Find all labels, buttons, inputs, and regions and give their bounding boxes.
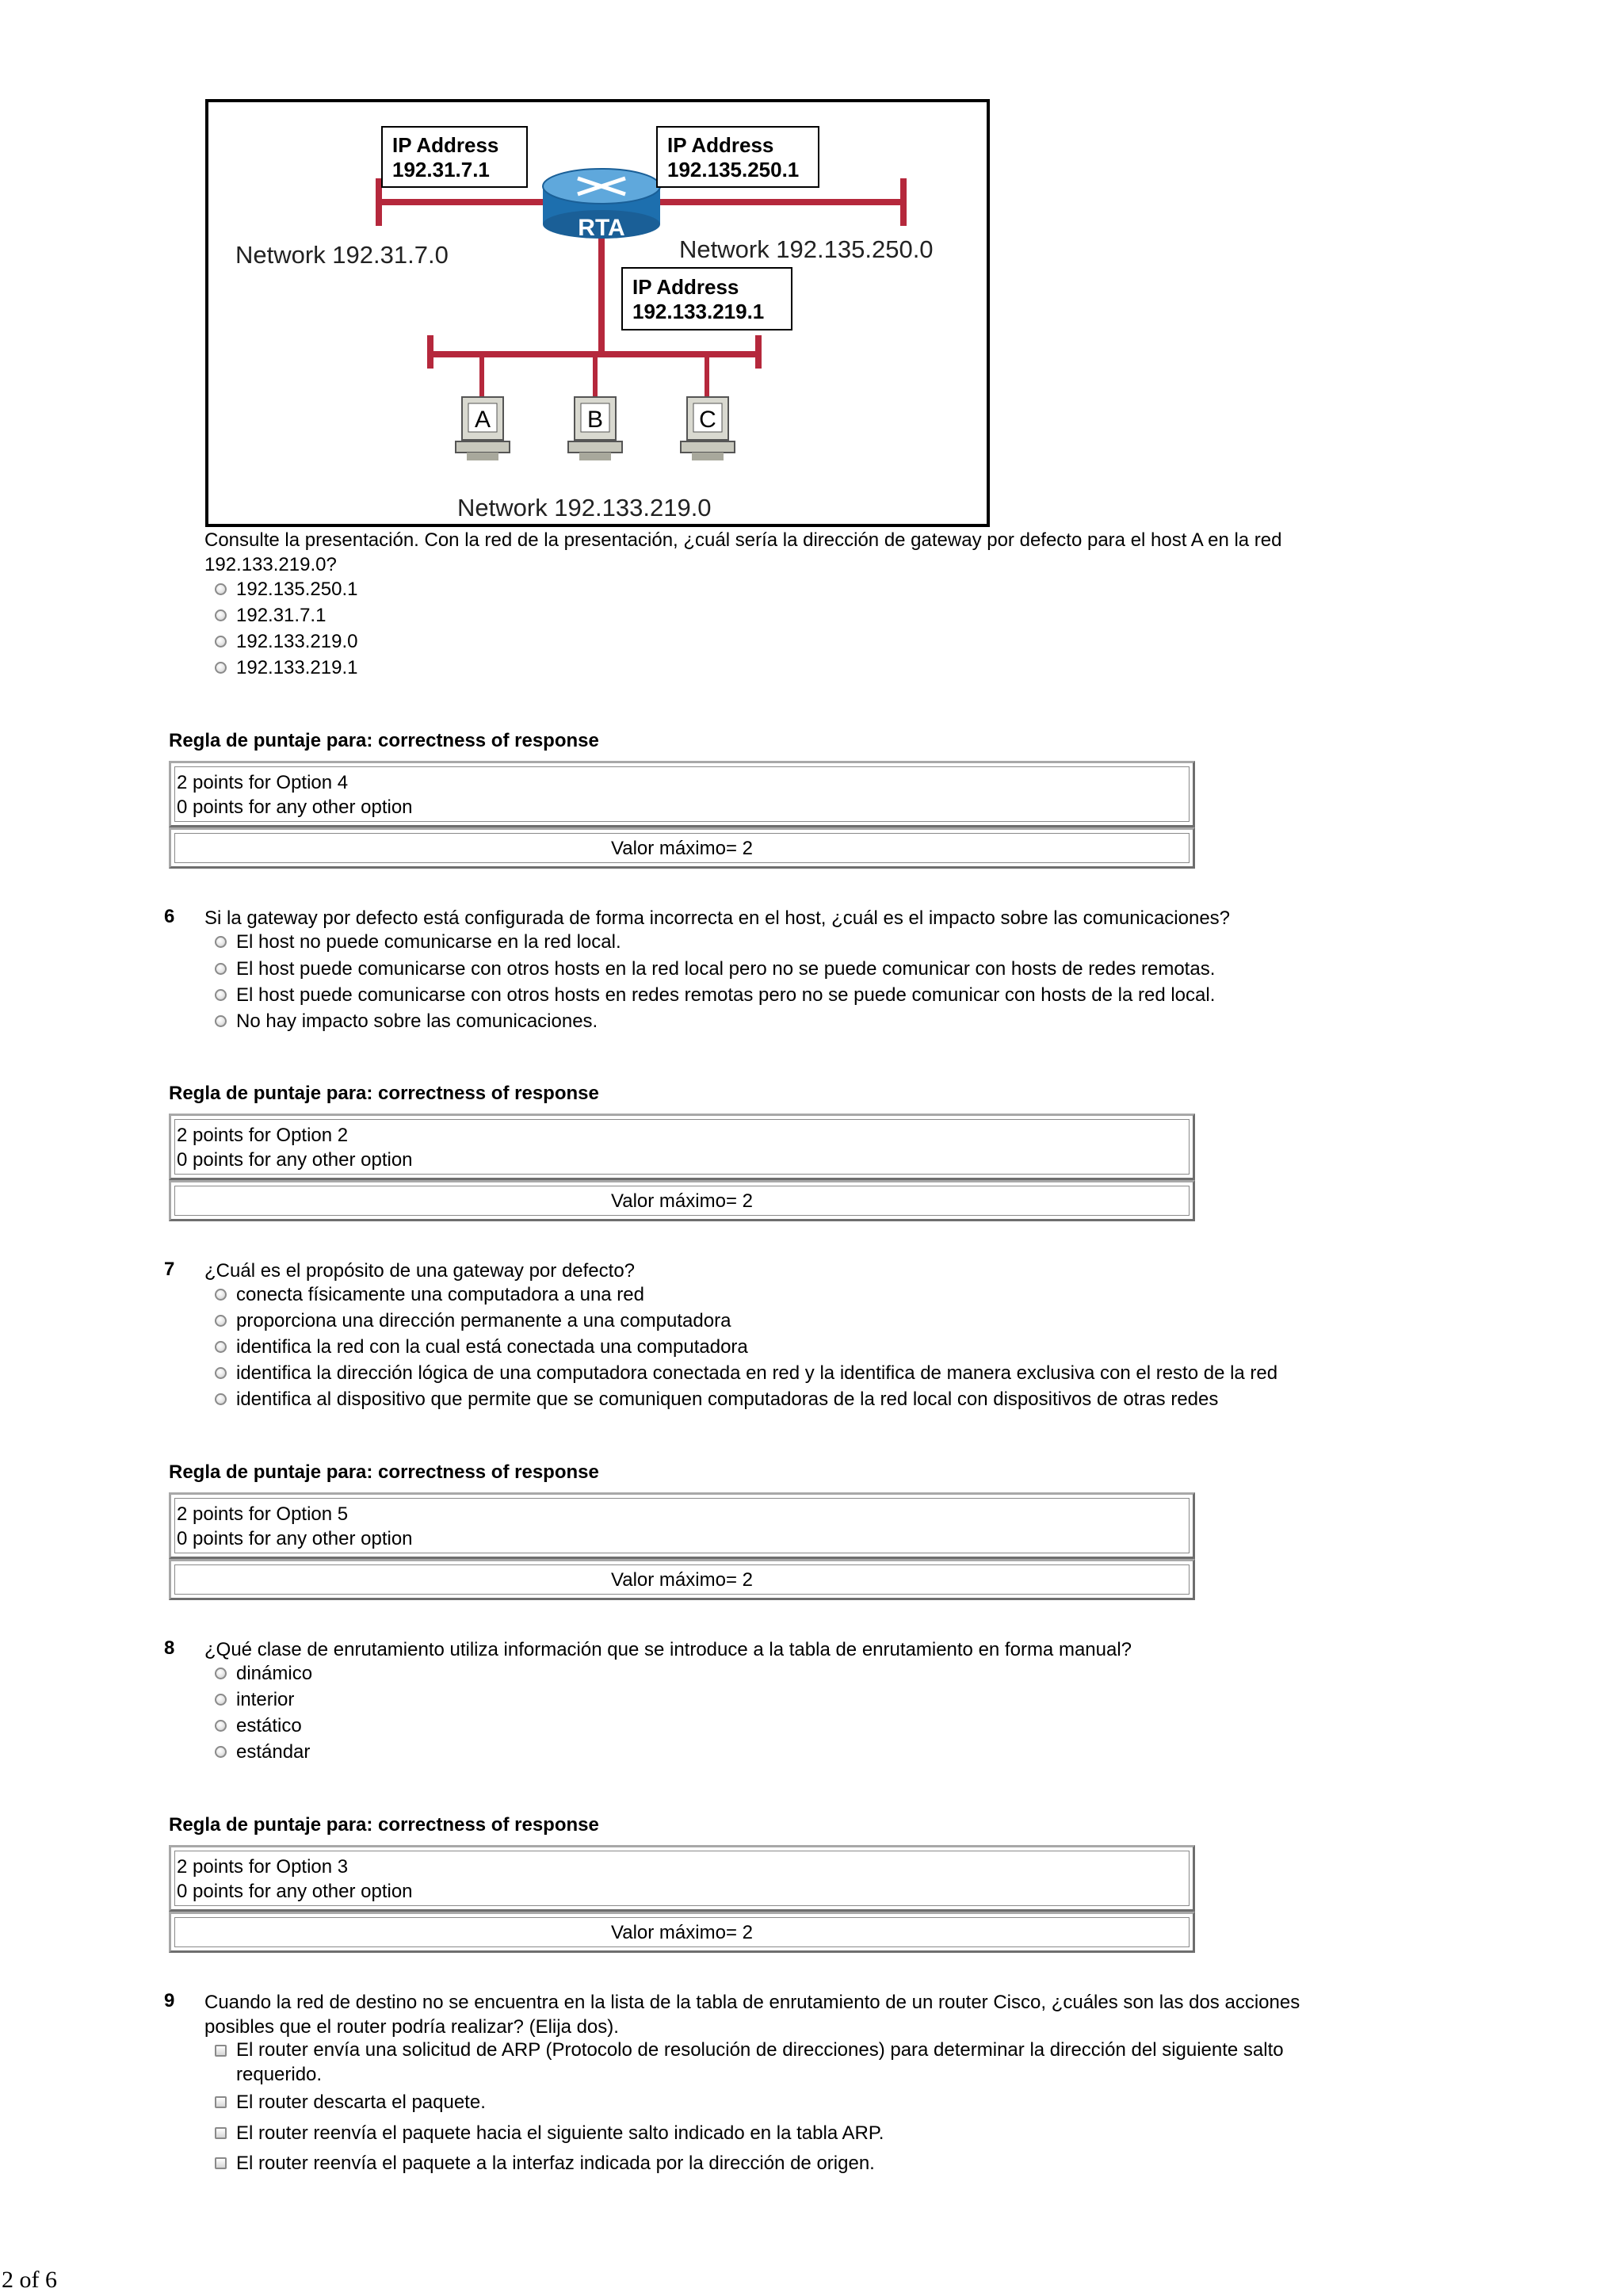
question-number: 8 [164,1637,175,1659]
router-label: RTA [578,215,625,241]
svg-text:192.31.7.1: 192.31.7.1 [392,158,490,181]
scoring-rule-box: 2 points for Option 3 0 points for any other option [169,1845,1195,1912]
computer-icon-c [681,397,735,460]
computer-icon-a [456,397,510,460]
svg-text:192.135.250.1: 192.135.250.1 [667,158,800,181]
network-diagram [205,99,990,527]
svg-text:A: A [474,407,491,433]
router-icon [543,169,660,241]
option[interactable]: estático [215,1713,302,1739]
network-label-bottom: Network 192.133.219.0 [457,494,712,521]
scoring-rule-label: Regla de puntaje para: correctness of response [169,1814,599,1836]
checkbox[interactable] [215,2096,227,2108]
page-number: 2 of 6 [2,2267,57,2293]
option[interactable]: 192.31.7.1 [215,602,326,628]
option[interactable]: proporciona una dirección permanente a una computadora [215,1308,731,1334]
network-label-right: Network 192.135.250.0 [679,235,934,263]
svg-text:B: B [586,407,604,433]
scoring-rule-box: 2 points for Option 5 0 points for any other option [169,1492,1195,1559]
radio-button[interactable] [215,1315,227,1327]
option[interactable]: El router descarta el paquete. [215,2089,486,2115]
option[interactable]: 192.133.219.1 [215,655,357,681]
question-6-text: Si la gateway por defecto está configurada de forma incorrecta en el host, ¿cuál es el impacto sobre las comunicaciones? [204,907,1231,929]
question-8-text: ¿Qué clase de enrutamiento utiliza información que se introduce a la tabla de enrutamiento en forma manual? [204,1639,1132,1660]
option[interactable]: interior [215,1687,294,1713]
ip-box-left [382,127,527,187]
option[interactable]: El host puede comunicarse con otros hosts en redes remotas pero no se puede comunicar con hosts de la red local. [215,982,1215,1008]
svg-text:IP Address: IP Address [632,275,739,299]
radio-button[interactable] [215,662,227,674]
question-number: 6 [164,906,175,927]
radio-button[interactable] [215,1694,227,1706]
svg-text:IP Address: IP Address [667,133,774,157]
radio-button[interactable] [215,636,227,648]
option[interactable]: 192.133.219.0 [215,628,357,655]
scoring-rule-label: Regla de puntaje para: correctness of response [169,1461,599,1483]
radio-button[interactable] [215,1015,227,1027]
scoring-rule-label: Regla de puntaje para: correctness of response [169,1083,599,1104]
radio-button[interactable] [215,1393,227,1405]
question-number: 9 [164,1990,175,2011]
scoring-rule-box: 2 points for Option 4 0 points for any other option [169,761,1195,827]
question-number: 7 [164,1259,175,1280]
radio-button[interactable] [215,989,227,1001]
radio-button[interactable] [215,609,227,621]
radio-button[interactable] [215,963,227,975]
checkbox[interactable] [215,2157,227,2169]
svg-text:192.133.219.1: 192.133.219.1 [632,300,765,323]
option[interactable]: dinámico [215,1660,312,1687]
radio-button[interactable] [215,1341,227,1353]
option[interactable]: identifica al dispositivo que permite que se comuniquen computadoras de la red local con dispositivos de otras redes [215,1386,1218,1412]
radio-button[interactable] [215,1668,227,1679]
scoring-rule-box: 2 points for Option 2 0 points for any other option [169,1114,1195,1180]
option[interactable]: El router envía una solicitud de ARP (Protocolo de resolución de direcciones) para determinar la dirección del siguiente salto requerido. [215,2038,1348,2087]
question-7-text: ¿Cuál es el propósito de una gateway por defecto? [204,1260,636,1282]
option[interactable]: conecta físicamente una computadora a una red [215,1282,644,1308]
ip-box-right [657,127,819,187]
option[interactable]: El router reenvía el paquete a la interfaz indicada por la dirección de origen. [215,2150,875,2176]
svg-text:IP Address: IP Address [392,133,499,157]
radio-button[interactable] [215,1367,227,1379]
ip-box-bottom [622,268,792,330]
radio-button[interactable] [215,1289,227,1301]
option[interactable]: estándar [215,1739,310,1765]
max-value-box: Valor máximo= 2 [169,1180,1195,1221]
checkbox[interactable] [215,2127,227,2139]
computer-icon-b [568,397,622,460]
option[interactable]: El host puede comunicarse con otros hosts en la red local pero no se puede comunicar con hosts de redes remotas. [215,956,1215,982]
option[interactable]: identifica la dirección lógica de una computadora conectada en red y la identifica de manera exclusiva con el resto de la red [215,1360,1277,1386]
option[interactable]: 192.135.250.1 [215,576,357,602]
svg-text:C: C [699,407,716,433]
scoring-rule-label: Regla de puntaje para: correctness of response [169,730,599,751]
max-value-box: Valor máximo= 2 [169,1559,1195,1600]
max-value-box: Valor máximo= 2 [169,827,1195,869]
question-5-text: Consulte la presentación. Con la red de la presentación, ¿cuál sería la dirección de gateway por defecto para el host A en la red 192.133.219.0? [204,529,1282,575]
option[interactable]: No hay impacto sobre las comunicaciones. [215,1008,598,1034]
option[interactable]: identifica la red con la cual está conectada una computadora [215,1334,748,1360]
radio-button[interactable] [215,1720,227,1732]
option[interactable]: El host no puede comunicarse en la red local. [215,929,621,955]
radio-button[interactable] [215,583,227,595]
radio-button[interactable] [215,936,227,948]
network-label-left: Network 192.31.7.0 [235,241,449,269]
option[interactable]: El router reenvía el paquete hacia el siguiente salto indicado en la tabla ARP. [215,2120,884,2146]
radio-button[interactable] [215,1746,227,1758]
max-value-box: Valor máximo= 2 [169,1912,1195,1953]
checkbox[interactable] [215,2045,227,2057]
question-9-text: Cuando la red de destino no se encuentra en la lista de la tabla de enrutamiento de un router Cisco, ¿cuáles son las dos acciones posibles que el router podría realizar? (Elija dos). [204,1992,1300,2038]
